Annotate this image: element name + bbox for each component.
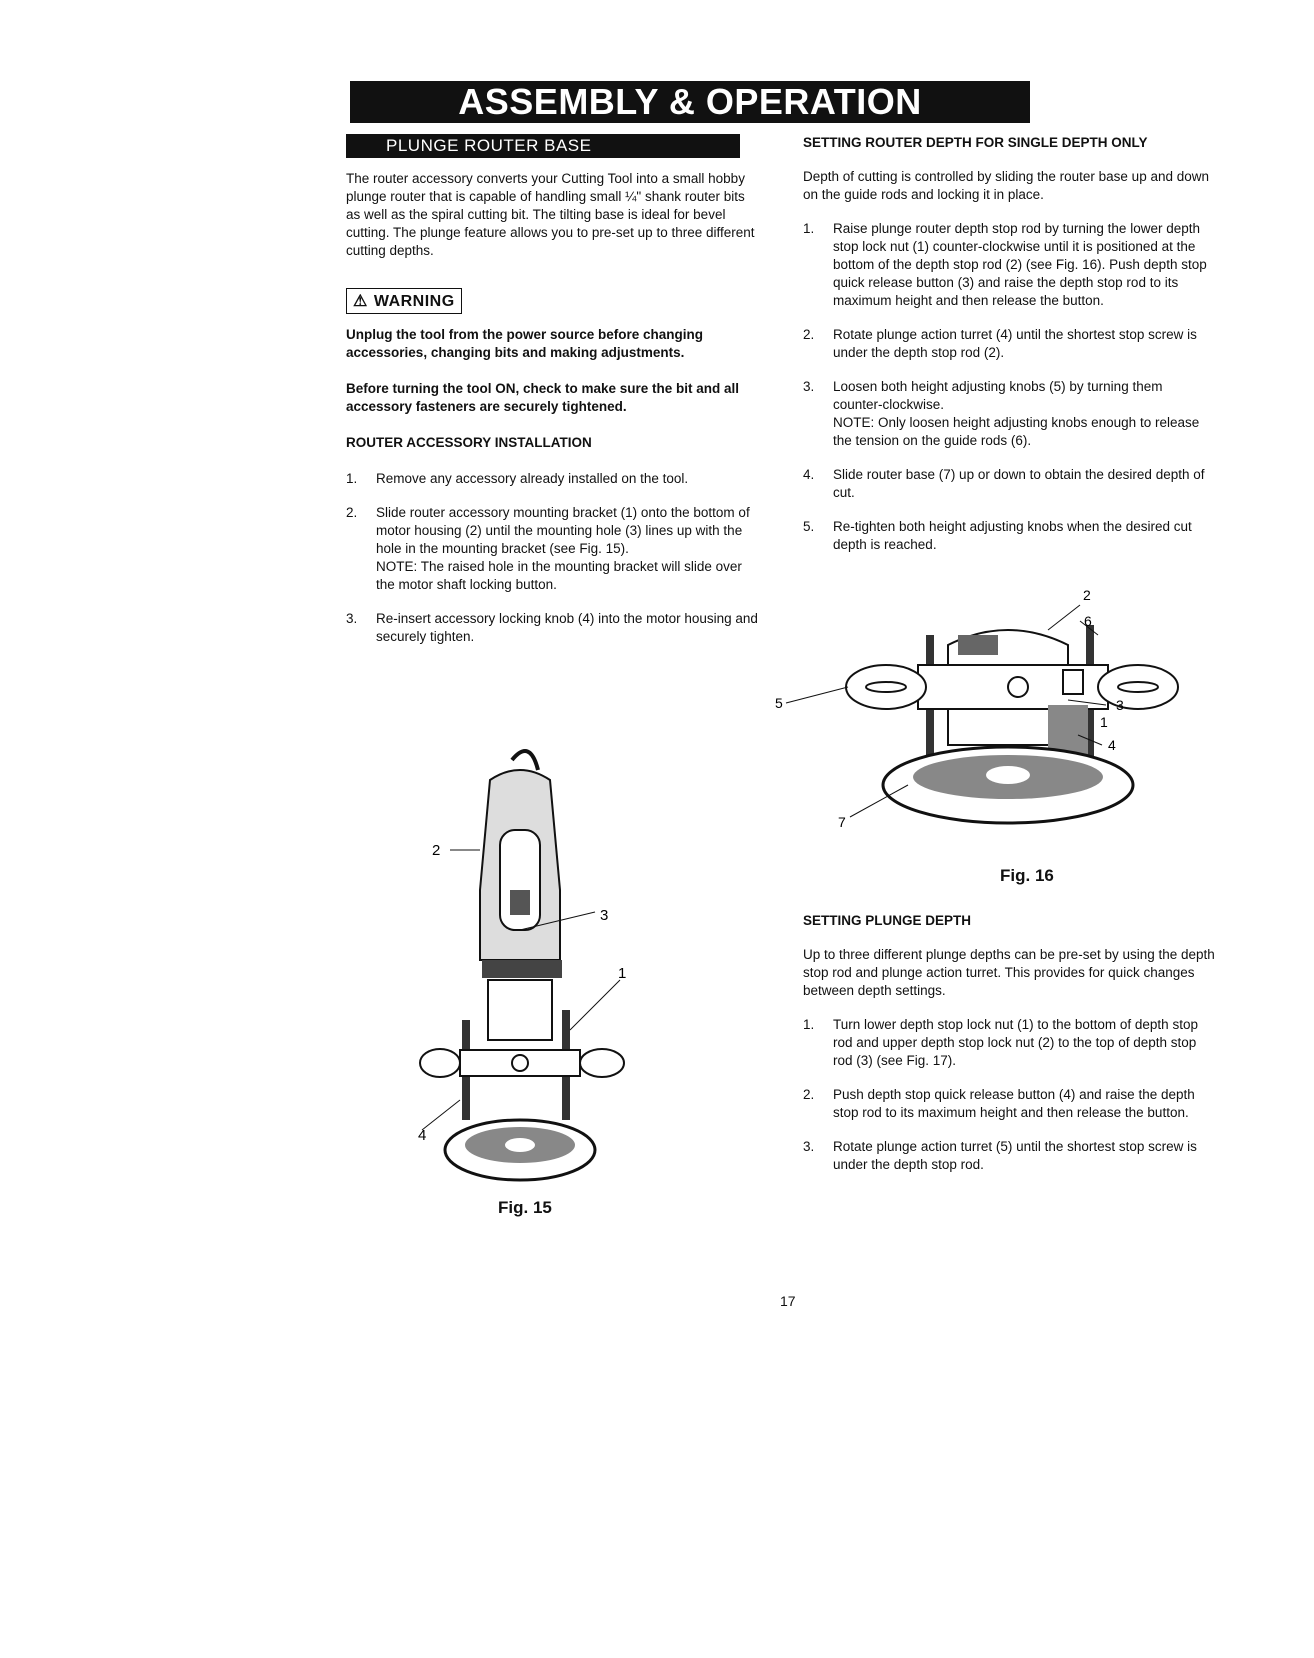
single-depth-step bbox=[803, 378, 1215, 450]
step-text: Slide router base (7) up or down to obtain the desired depth of cut. bbox=[833, 467, 1205, 500]
step-text: Re-insert accessory locking knob (4) into the motor housing and securely tighten. bbox=[376, 611, 758, 644]
step-number: 2. bbox=[803, 327, 815, 342]
step-number: 3. bbox=[803, 1139, 815, 1154]
left-column bbox=[346, 134, 758, 646]
page-title-banner: ASSEMBLY & OPERATION bbox=[350, 81, 1030, 123]
warning-label-box bbox=[346, 288, 462, 314]
step-text: Rotate plunge action turret (5) until the shortest stop screw is under the depth stop rod. bbox=[833, 1139, 1197, 1172]
fig15-callout-3: 3 bbox=[600, 907, 609, 924]
plunge-depth-step bbox=[803, 1086, 1215, 1122]
step-text: Push depth stop quick release button (4) and raise the depth stop rod to its maximum height and then release the button. bbox=[833, 1087, 1195, 1120]
step-text: Raise plunge router depth stop rod by turning the lower depth stop lock nut (1) counter-clockwise until it is positioned at the bottom of the depth stop rod (2) (see Fig. 16). Push depth stop quick release button (3) and raise the depth stop rod to its maximum height and then release the button. bbox=[833, 221, 1207, 308]
warning-text-fasteners: Before turning the tool ON, check to make sure the bit and all accessory fasteners are securely tightened. bbox=[346, 381, 740, 414]
single-depth-step bbox=[803, 220, 1215, 310]
warning-label: WARNING bbox=[373, 293, 455, 310]
single-depth-step bbox=[803, 466, 1215, 502]
right-column bbox=[803, 134, 1215, 554]
step-text: Rotate plunge action turret (4) until the shortest stop screw is under the depth stop rod (2). bbox=[833, 327, 1197, 360]
fig16-callout-1: 1 bbox=[1100, 714, 1108, 730]
single-depth-step bbox=[803, 518, 1215, 554]
single-depth-intro: Depth of cutting is controlled by sliding the router base up and down on the guide rods and locking it in place. bbox=[803, 169, 1210, 202]
install-step bbox=[346, 504, 758, 594]
plunge-depth-heading: SETTING PLUNGE DEPTH bbox=[803, 913, 972, 928]
install-steps-list bbox=[346, 470, 758, 646]
intro-paragraph: The router accessory converts your Cutting Tool into a small hobby plunge router that is capable of handling small ¼" shank router bits as well as the spiral cutting bit. The tilting base is ideal for bevel cutting. The plunge feature allows you to pre-set up to three different cutting depths. bbox=[346, 171, 755, 258]
install-step bbox=[346, 470, 758, 488]
step-text: Remove any accessory already installed on the tool. bbox=[376, 471, 689, 486]
warning-text-unplug: Unplug the tool from the power source before changing accessories, changing bits and making adjustments. bbox=[346, 327, 704, 360]
step-number: 1. bbox=[346, 471, 358, 486]
install-heading: ROUTER ACCESSORY INSTALLATION bbox=[346, 435, 592, 450]
plunge-depth-intro: Up to three different plunge depths can be pre-set by using the depth stop rod and plunge action turret. This provides for quick changes between depth settings. bbox=[803, 947, 1215, 998]
step-number: 1. bbox=[803, 221, 815, 236]
step-number: 4. bbox=[803, 467, 815, 482]
plunge-depth-step bbox=[803, 1138, 1215, 1174]
step-note: NOTE: Only loosen height adjusting knobs enough to release the tension on the guide rods (6). bbox=[833, 415, 1200, 448]
plunge-depth-step bbox=[803, 1016, 1215, 1070]
single-depth-steps-list bbox=[803, 220, 1215, 554]
fig15-callout-2: 2 bbox=[432, 842, 441, 859]
fig16-callout-5: 5 bbox=[775, 695, 783, 711]
step-number: 1. bbox=[803, 1017, 815, 1032]
plunge-depth-steps-list bbox=[803, 1016, 1215, 1174]
step-number: 2. bbox=[803, 1087, 815, 1102]
fig16-callout-2: 2 bbox=[1083, 587, 1091, 603]
fig16-callout-7: 7 bbox=[838, 814, 846, 830]
warning-triangle-icon: ⚠ bbox=[353, 293, 368, 310]
single-depth-step bbox=[803, 326, 1215, 362]
step-number: 5. bbox=[803, 519, 815, 534]
fig16-callout-3: 3 bbox=[1116, 697, 1124, 713]
fig16-callout-4: 4 bbox=[1108, 737, 1116, 753]
fig15-callout-1: 1 bbox=[618, 965, 627, 982]
section-title-plunge-router-base: PLUNGE ROUTER BASE bbox=[346, 134, 740, 158]
single-depth-heading: SETTING ROUTER DEPTH FOR SINGLE DEPTH ONLY bbox=[803, 135, 1148, 150]
step-text: Turn lower depth stop lock nut (1) to the bottom of depth stop rod and upper depth stop lock nut (2) to the top of depth stop rod (3) (see Fig. 17). bbox=[833, 1017, 1198, 1068]
step-number: 3. bbox=[803, 379, 815, 394]
step-text: Slide router accessory mounting bracket (1) onto the bottom of motor housing (2) until the mounting hole (3) lines up with the hole in the mounting bracket (see Fig. 15). bbox=[376, 505, 750, 556]
plunge-depth-section bbox=[803, 912, 1215, 1174]
step-number: 2. bbox=[346, 505, 358, 520]
step-number: 3. bbox=[346, 611, 358, 626]
fig16-callout-6: 6 bbox=[1084, 613, 1092, 629]
step-text: Loosen both height adjusting knobs (5) by turning them counter-clockwise. bbox=[833, 379, 1163, 412]
install-step bbox=[346, 610, 758, 646]
figure-15-caption: Fig. 15 bbox=[498, 1198, 552, 1217]
page-number: 17 bbox=[780, 1293, 796, 1309]
fig15-callout-4: 4 bbox=[418, 1127, 427, 1144]
step-note: NOTE: The raised hole in the mounting bracket will slide over the motor shaft locking button. bbox=[376, 559, 742, 592]
figure-16-caption: Fig. 16 bbox=[1000, 866, 1054, 885]
step-text: Re-tighten both height adjusting knobs when the desired cut depth is reached. bbox=[833, 519, 1192, 552]
figure-15-router-drawing bbox=[420, 740, 680, 1220]
figure-16-router-drawing bbox=[775, 587, 1188, 860]
